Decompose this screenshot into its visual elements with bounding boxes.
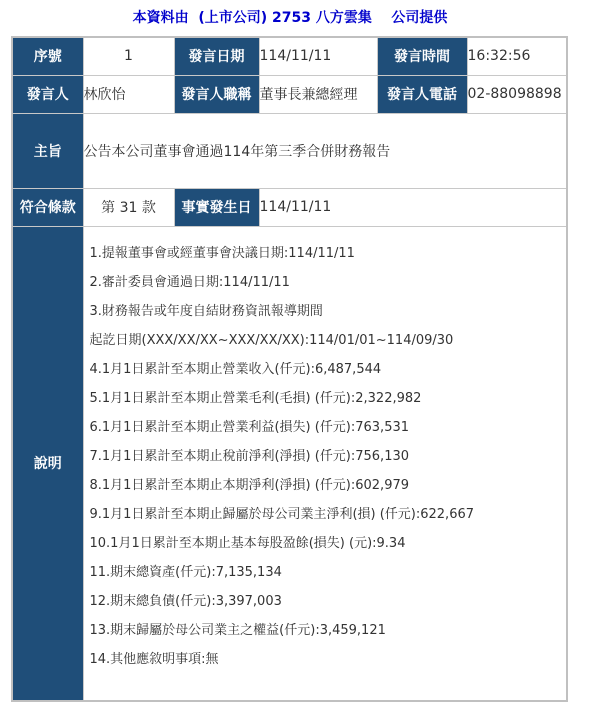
- description-line: 13.期末歸屬於母公司業主之權益(仟元):3,459,121: [89, 622, 386, 638]
- event-date-value: 114/11/11: [259, 188, 567, 226]
- subject-value: 公告本公司董事會通過114年第三季合併財務報告: [83, 113, 567, 188]
- description-line: 11.期末總資產(仟元):7,135,134: [89, 564, 282, 580]
- description-line: 9.1月1日累計至本期止歸屬於母公司業主淨利(損) (仟元):622,667: [89, 506, 475, 522]
- announcement-table: [11, 36, 568, 702]
- speaker-title-value: 董事長兼總經理: [259, 75, 377, 113]
- header-prefix: 本資料由: [132, 10, 189, 26]
- description-line: 2.審計委員會通過日期:114/11/11: [89, 274, 290, 290]
- clause-value: 第 31 款: [83, 188, 174, 226]
- page-header: [0, 0, 580, 36]
- description-line: 6.1月1日累計至本期止營業利益(損失) (仟元):763,531: [89, 419, 410, 435]
- description-line: 3.財務報告或年度自結財務資訊報導期間: [89, 303, 323, 319]
- description-line: 14.其他應敘明事項:無: [89, 651, 219, 667]
- time-label: 發言時間: [377, 37, 467, 75]
- description-line: 7.1月1日累計至本期止稅前淨利(淨損) (仟元):756,130: [89, 448, 410, 464]
- description-label: 說明: [12, 226, 83, 701]
- subject-label: 主旨: [12, 113, 83, 188]
- row-speaker-info: [12, 75, 567, 113]
- clause-label: 符合條款: [12, 188, 83, 226]
- speaker-value: 林欣怡: [83, 75, 174, 113]
- seq-label: 序號: [12, 37, 83, 75]
- row-clause: [12, 188, 567, 226]
- description-list: [84, 227, 567, 674]
- description-cell: [83, 226, 567, 701]
- row-basic-info: [12, 37, 567, 75]
- header-company: (上市公司) 2753 八方雲集: [198, 10, 372, 26]
- header-suffix: 公司提供: [391, 10, 448, 26]
- description-line: 1.提報董事會或經董事會決議日期:114/11/11: [89, 245, 355, 261]
- speaker-phone-value: 02-88098898: [467, 75, 567, 113]
- row-subject: [12, 113, 567, 188]
- description-line: 起訖日期(XXX/XX/XX~XXX/XX/XX):114/01/01~114/09/30: [89, 332, 454, 348]
- speaker-label: 發言人: [12, 75, 83, 113]
- seq-value: 1: [83, 37, 174, 75]
- description-line: 5.1月1日累計至本期止營業毛利(毛損) (仟元):2,322,982: [89, 390, 422, 406]
- speaker-phone-label: 發言人電話: [377, 75, 467, 113]
- speaker-title-label: 發言人職稱: [174, 75, 259, 113]
- date-value: 114/11/11: [259, 37, 377, 75]
- time-value: 16:32:56: [467, 37, 567, 75]
- row-description: [12, 226, 567, 701]
- description-line: 8.1月1日累計至本期止本期淨利(淨損) (仟元):602,979: [89, 477, 410, 493]
- description-line: 4.1月1日累計至本期止營業收入(仟元):6,487,544: [89, 361, 382, 377]
- event-date-label: 事實發生日: [174, 188, 259, 226]
- description-line: 10.1月1日累計至本期止基本每股盈餘(損失) (元):9.34: [89, 535, 406, 551]
- date-label: 發言日期: [174, 37, 259, 75]
- description-line: 12.期末總負債(仟元):3,397,003: [89, 593, 282, 609]
